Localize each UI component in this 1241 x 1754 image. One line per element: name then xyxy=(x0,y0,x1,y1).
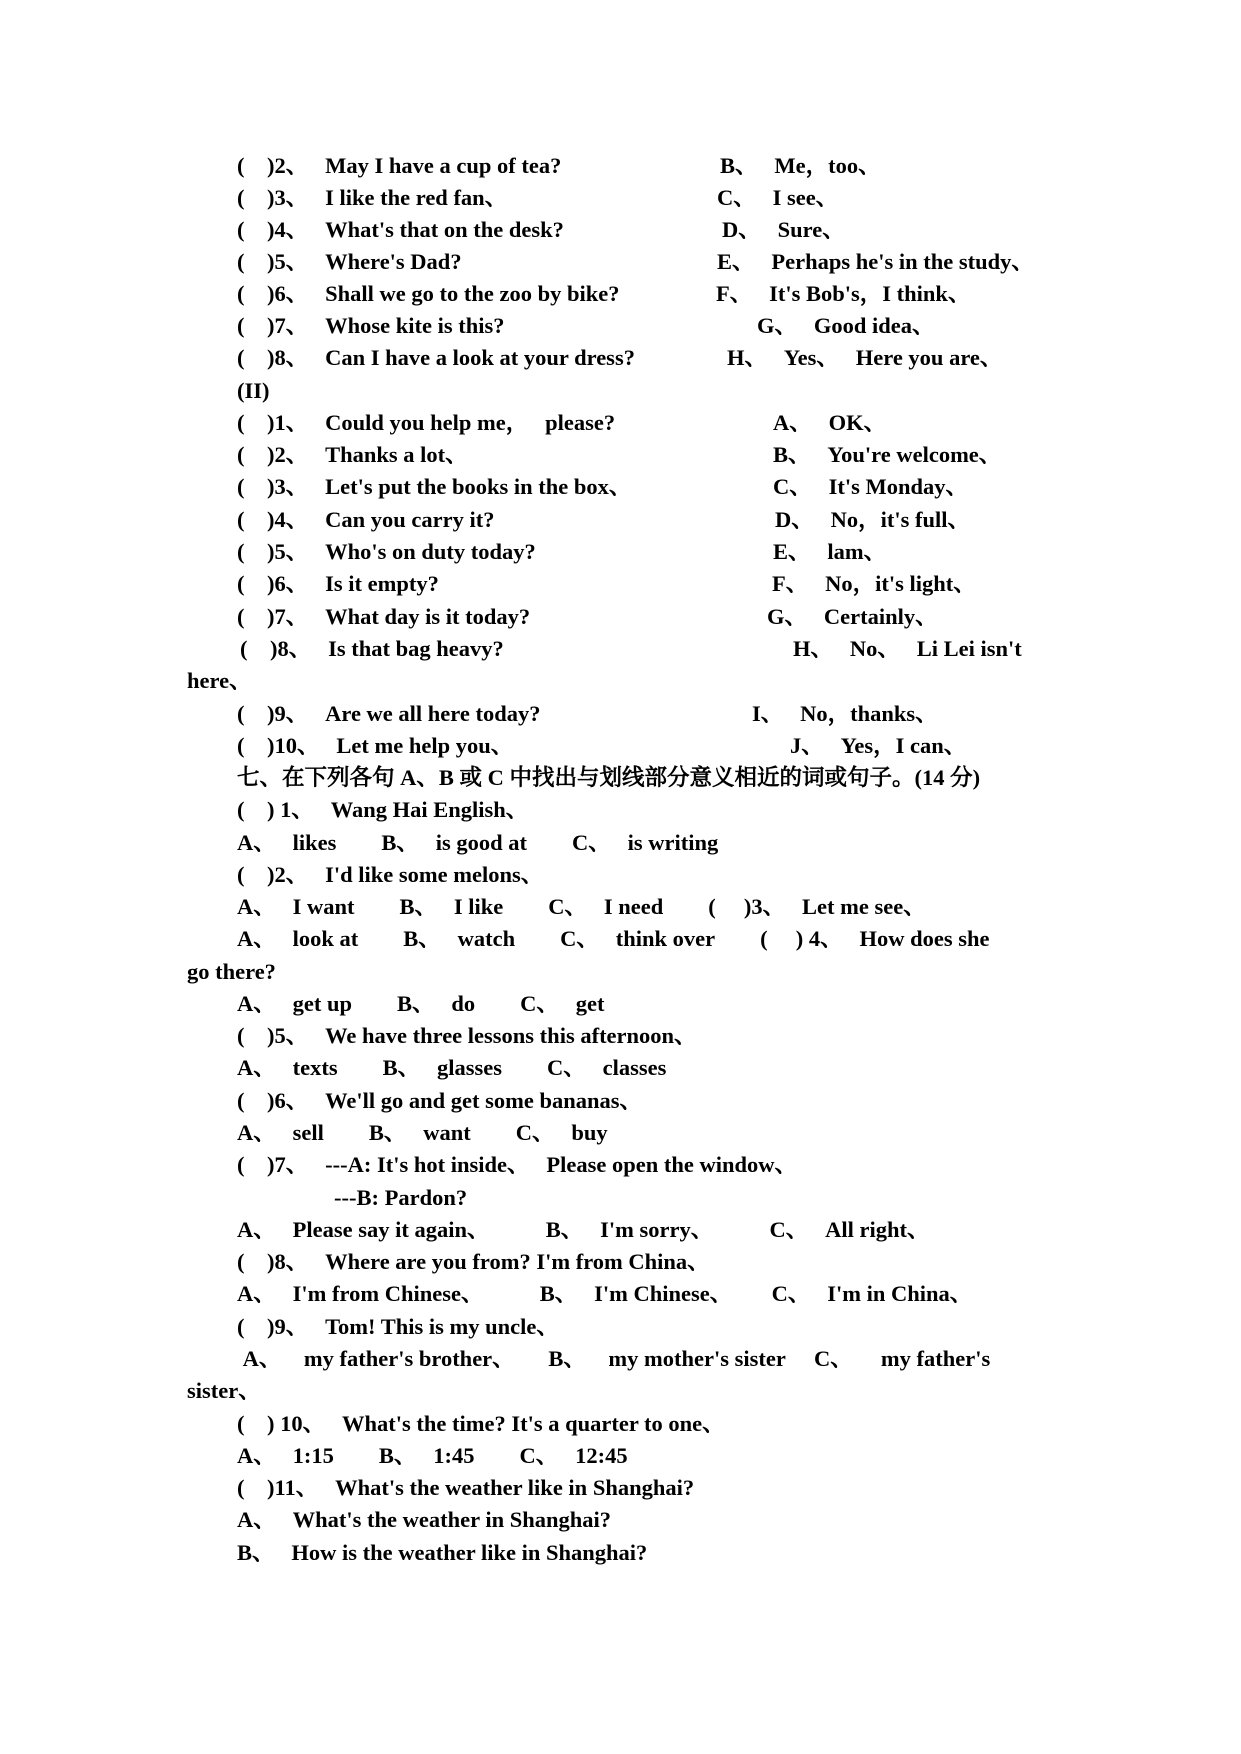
s7-line-cont: go there? xyxy=(187,959,276,984)
match2-q10: ( )10、 Let me help you、 xyxy=(237,733,514,758)
s7-line-cont: sister、 xyxy=(187,1378,261,1403)
s7-line: A、 sell B、 want C、 buy xyxy=(237,1120,608,1145)
s7-line: A、 What's the weather in Shanghai? xyxy=(237,1507,612,1532)
s7-line: B、 How is the weather like in Shanghai? xyxy=(237,1540,648,1565)
match1-a4: D、 Sure、 xyxy=(722,217,845,242)
match2-q1: ( )1、 Could you help me， please? xyxy=(237,410,616,435)
match2-q6: ( )6、 Is it empty? xyxy=(237,571,439,596)
match2-q5: ( )5、 Who's on duty today? xyxy=(237,539,536,564)
s7-line: ( )11、 What's the weather like in Shanghai? xyxy=(237,1475,695,1500)
match1-q2: ( )2、 May I have a cup of tea? xyxy=(237,153,562,178)
s7-pardon-line: ---B: Pardon? xyxy=(334,1185,468,1210)
s7-line: A、 1:15 B、 1:45 C、 12:45 xyxy=(237,1443,628,1468)
s7-line: A、 I'm from Chinese、 B、 I'm Chinese、 C、 I'm in China、 xyxy=(237,1281,973,1306)
s7-line: A、 get up B、 do C、 get xyxy=(237,991,605,1016)
match2-q8: ( )8、 Is that bag heavy? xyxy=(240,636,504,661)
section7-heading: 七、在下列各句 A、B 或 C 中找出与划线部分意义相近的词或句子。(14 分) xyxy=(237,765,981,790)
match2-a8-cont: here、 xyxy=(187,668,252,693)
s7-line: A、 Please say it again、 B、 I'm sorry、 C、 All right、 xyxy=(237,1217,930,1242)
s7-line: ( )9、 Tom! This is my uncle、 xyxy=(237,1314,559,1339)
s7-line: ( )8、 Where are you from? I'm from China、 xyxy=(237,1249,710,1274)
section2-label: (II) xyxy=(237,378,270,403)
match1-a7: G、 Good idea、 xyxy=(757,313,935,338)
s7-line: A、 I want B、 I like C、 I need ( )3、 Let me see、 xyxy=(237,894,926,919)
match2-a1: A、 OK、 xyxy=(773,410,887,435)
s7-line: ( )2、 I'd like some melons、 xyxy=(237,862,544,887)
s7-line: A、 likes B、 is good at C、 is writing xyxy=(237,830,719,855)
match1-q4: ( )4、 What's that on the desk? xyxy=(237,217,564,242)
match2-a7: G、 Certainly、 xyxy=(767,604,938,629)
match1-a2: B、 Me，too、 xyxy=(720,153,881,178)
match2-q9: ( )9、 Are we all here today? xyxy=(237,701,541,726)
match1-a8: H、 Yes、 Here you are、 xyxy=(727,345,1003,370)
match2-a8: H、 No、 Li Lei isn't xyxy=(793,636,1022,661)
match1-q5: ( )5、 Where's Dad? xyxy=(237,249,462,274)
match2-q2: ( )2、 Thanks a lot、 xyxy=(237,442,468,467)
match2-a5: E、 lam、 xyxy=(773,539,887,564)
match1-q6: ( )6、 Shall we go to the zoo by bike? xyxy=(237,281,620,306)
s7-line: A、 my father's brother、 B、 my mother's sister C、 my father's xyxy=(237,1346,991,1371)
s7-line: ( )7、 ---A: It's hot inside、 Please open the window、 xyxy=(237,1152,797,1177)
s7-line: ( ) 10、 What's the time? It's a quarter to one、 xyxy=(237,1411,725,1436)
match2-a10: J、 Yes，I can、 xyxy=(790,733,967,758)
s7-line: ( )6、 We'll go and get some bananas、 xyxy=(237,1088,643,1113)
match2-a2: B、 You're welcome、 xyxy=(773,442,1002,467)
match2-a6: F、 No，it's light、 xyxy=(772,571,976,596)
s7-line: A、 texts B、 glasses C、 classes xyxy=(237,1055,667,1080)
s7-line: ( ) 1、 Wang Hai English、 xyxy=(237,797,529,822)
match2-a4: D、 No，it's full、 xyxy=(775,507,971,532)
match1-a5: E、 Perhaps he's in the study、 xyxy=(717,249,1034,274)
match2-a9: I、 No，thanks、 xyxy=(752,701,938,726)
match2-q7: ( )7、 What day is it today? xyxy=(237,604,531,629)
match1-a6: F、 It's Bob's，I think、 xyxy=(716,281,971,306)
match2-a3: C、 It's Monday、 xyxy=(773,474,969,499)
match1-q8: ( )8、 Can I have a look at your dress? xyxy=(237,345,635,370)
match1-a3: C、 I see、 xyxy=(717,185,839,210)
match1-q3: ( )3、 I like the red fan、 xyxy=(237,185,508,210)
match2-q4: ( )4、 Can you carry it? xyxy=(237,507,495,532)
s7-line: ( )5、 We have three lessons this afternoon、 xyxy=(237,1023,697,1048)
match2-q3: ( )3、 Let's put the books in the box、 xyxy=(237,474,632,499)
s7-line: A、 look at B、 watch C、 think over ( ) 4、 How does she xyxy=(237,926,990,951)
match1-q7: ( )7、 Whose kite is this? xyxy=(237,313,505,338)
